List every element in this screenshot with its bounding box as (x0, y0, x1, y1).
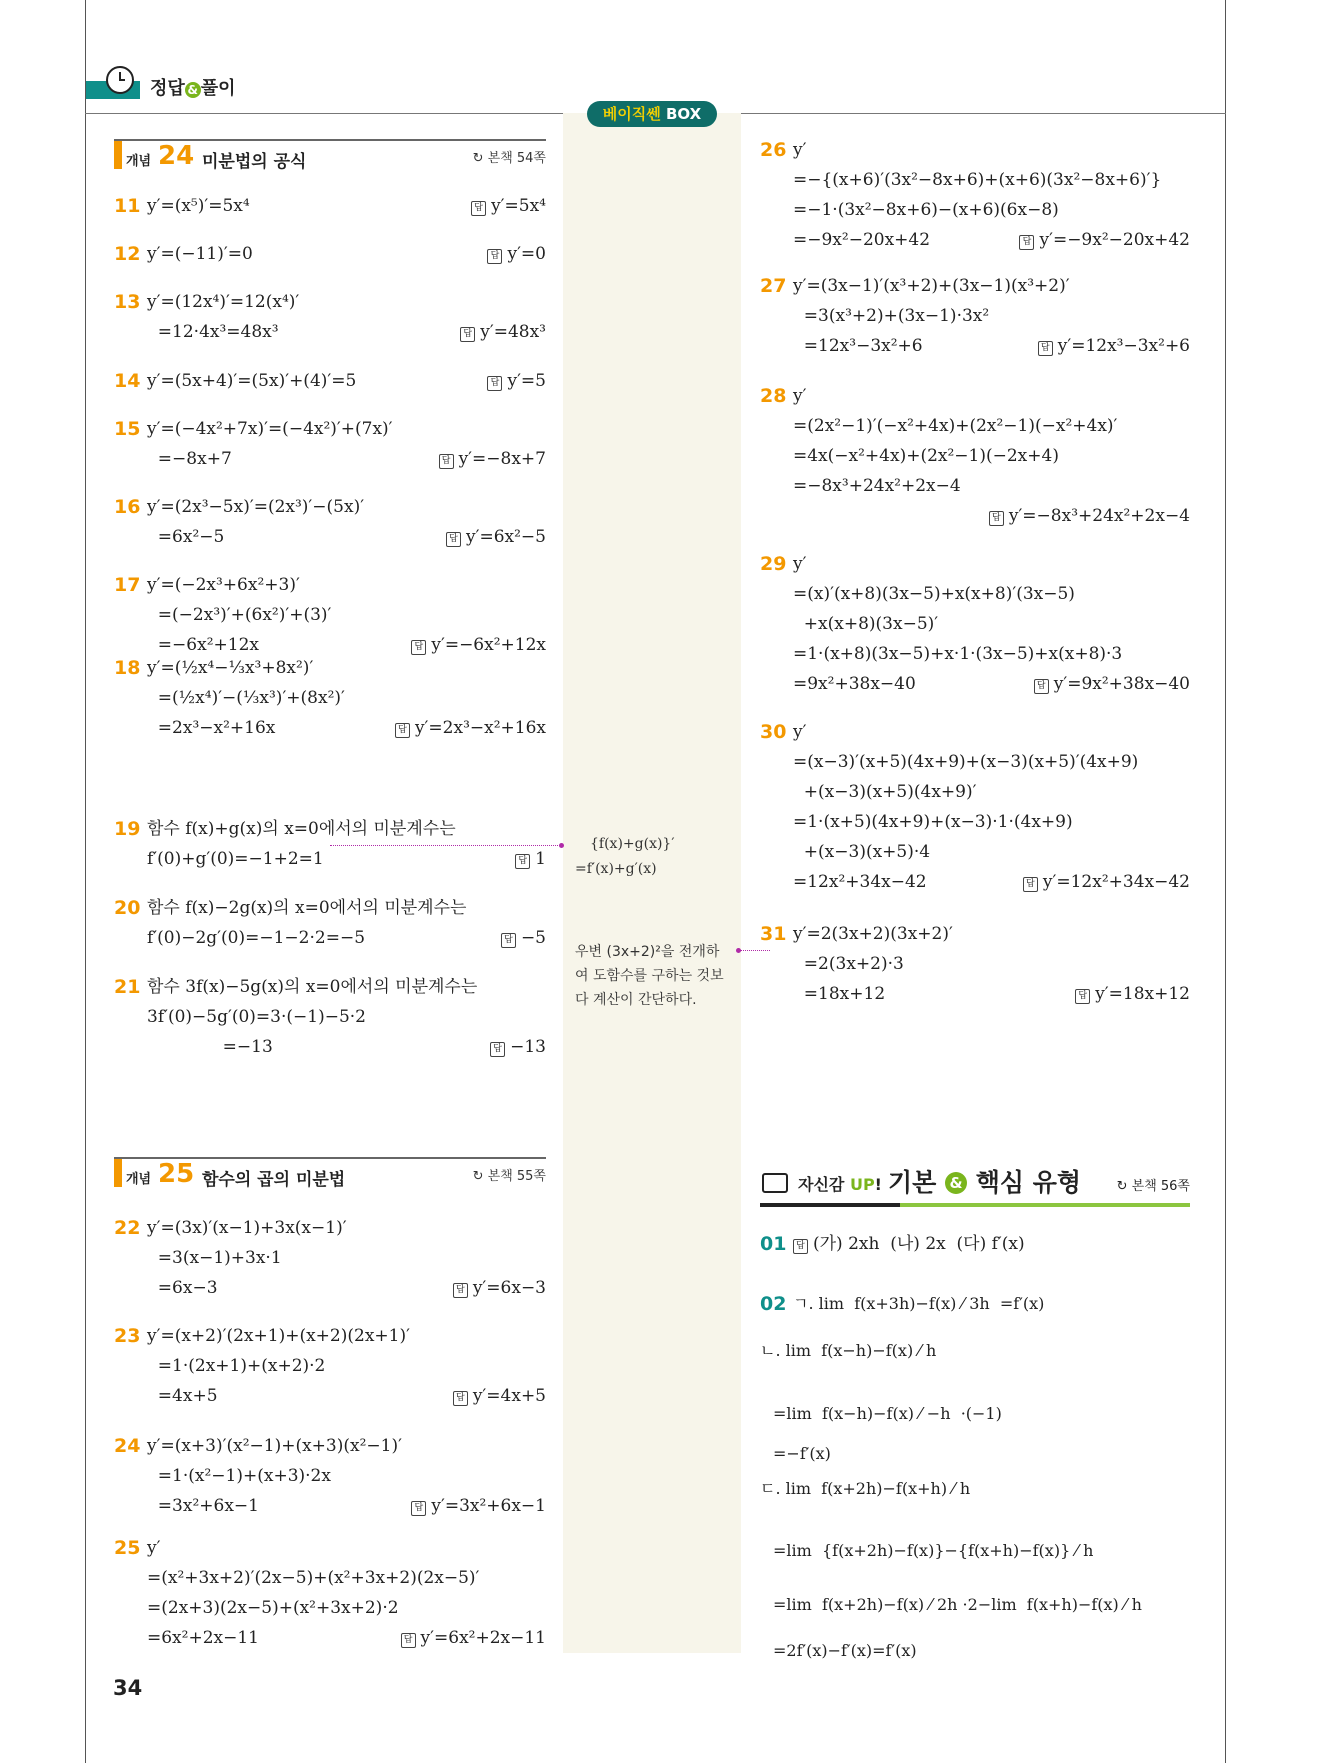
problem-11-number: 11 (114, 195, 141, 217)
problem-29-line: =(x)′(x+8)(3x−5)+x(x+8)′(3x−5) (793, 584, 1075, 604)
answer-text: y′=0 (507, 244, 546, 264)
core-problem-02-line: ㄷ. lim f(x+2h)−f(x+h) ⁄ h (760, 1479, 971, 1498)
problem-30-line: +(x−3)(x+5)·4 (793, 842, 931, 862)
problem-18-line: =(½x⁴)′−(⅓x³)′+(8x²)′ (147, 688, 345, 708)
problem-30-answer (1023, 871, 1190, 893)
answer-mark-icon: 답 (471, 201, 486, 216)
problem-17-answer (411, 634, 546, 656)
page-number: 34 (113, 1676, 143, 1700)
problem-29-line: y′ (793, 554, 807, 574)
basic-box-label: 베이직쎈 BOX (587, 101, 717, 127)
core-problem-02-line: =2f′(x)−f′(x)=f′(x) (773, 1641, 917, 1660)
page-left-edge (85, 0, 86, 1763)
problem-25-number: 25 (114, 1537, 141, 1559)
core-problem-01-answer: 답 (가) 2xh (나) 2x (다) f′(x) (793, 1233, 1025, 1255)
problem-27-number: 27 (760, 275, 787, 297)
problem-25-line: =6x²+2x−11 (147, 1628, 259, 1648)
answer-mark-icon: 답 (515, 854, 530, 869)
problem-12-number: 12 (114, 243, 141, 265)
answer-text: y′=9x²+38x−40 (1053, 674, 1190, 694)
answer-mark-icon: 답 (453, 1391, 468, 1406)
answer-mark-icon: 답 (487, 249, 502, 264)
problem-24-number: 24 (114, 1435, 141, 1457)
answer-mark-icon: 답 (1019, 235, 1034, 250)
problem-17-line: =−6x²+12x (147, 635, 259, 655)
section-num: 24 (158, 141, 195, 171)
problem-25-line: =(x²+3x+2)′(2x−5)+(x²+3x+2)(2x−5)′ (147, 1568, 480, 1588)
problem-21-line: 3f′(0)−5g′(0)=3·(−1)−5·2 (147, 1007, 366, 1027)
answer-text: y′=4x+5 (472, 1386, 546, 1406)
note-19-dot (559, 843, 564, 848)
problem-14-number: 14 (114, 370, 141, 392)
problem-12-answer (487, 243, 546, 265)
problem-13-answer (460, 321, 546, 343)
core-problem-01-number: 01 (760, 1233, 787, 1255)
problem-28-line: y′ (793, 386, 807, 406)
problem-27-answer (1038, 335, 1190, 357)
problem-30-line: +(x−3)(x+5)(4x+9)′ (793, 782, 977, 802)
answer-mark-icon: 답 (989, 511, 1004, 526)
problem-30-number: 30 (760, 721, 787, 743)
answer-text: y′=−6x²+12x (431, 635, 546, 655)
section-bar (114, 141, 122, 169)
answer-mark-icon: 답 (487, 376, 502, 391)
problem-14-line: y′=(5x+4)′=(5x)′+(4)′=5 (147, 371, 357, 391)
problem-22-answer (453, 1277, 546, 1299)
problem-22-line: y′=(3x)′(x−1)+3x(x−1)′ (147, 1218, 347, 1238)
problem-22-line: =3(x−1)+3x·1 (147, 1248, 282, 1268)
note-31-line-3: 다 계산이 간단하다. (575, 992, 697, 1008)
problem-30-line: =12x²+34x−42 (793, 872, 927, 892)
section-25-header (114, 1157, 546, 1193)
problem-11-answer (471, 195, 546, 217)
problem-28-answer (989, 505, 1190, 527)
problem-19-answer (515, 848, 546, 870)
answer-text: y′=2x³−x²+16x (414, 718, 546, 738)
answer-text: y′=12x³−3x²+6 (1057, 336, 1190, 356)
problem-30-line: =(x−3)′(x+5)(4x+9)+(x−3)(x+5)′(4x+9) (793, 752, 1139, 772)
problem-26-number: 26 (760, 139, 787, 161)
answer-mark-icon: 답 (490, 1042, 505, 1057)
section-title: 미분법의 공식 (202, 152, 307, 172)
problem-22-line: =6x−3 (147, 1278, 218, 1298)
page-right-edge (1225, 0, 1226, 1763)
section-kw: 개념 (126, 1172, 152, 1187)
note-19-line-2: =f′(x)+g′(x) (575, 861, 657, 877)
section-ref: ↻ 본책 55쪽 (472, 1169, 546, 1184)
problem-17-line: y′=(−2x³+6x²+3)′ (147, 575, 300, 595)
problem-19-line: 함수 f(x)+g(x)의 x=0에서의 미분계수는 (147, 819, 456, 839)
problem-17-line: =(−2x³)′+(6x²)′+(3)′ (147, 605, 332, 625)
core-rule (760, 1203, 1190, 1207)
problem-31-line: =18x+12 (793, 984, 886, 1004)
problem-31-line: =2(3x+2)·3 (793, 954, 904, 974)
problem-18-number: 18 (114, 657, 141, 679)
answer-mark-icon: 답 (446, 532, 461, 547)
answer-text: y′=6x−3 (472, 1278, 546, 1298)
problem-18-line: =2x³−x²+16x (147, 718, 276, 738)
problem-19-line: f′(0)+g′(0)=−1+2=1 (147, 849, 324, 869)
problem-16-line: =6x²−5 (147, 527, 225, 547)
section-kw: 개념 (126, 154, 152, 169)
answer-mark-icon: 답 (501, 933, 516, 948)
answer-text: −5 (520, 928, 546, 948)
problem-27-line: =3(x³+2)+(3x−1)·3x² (793, 306, 990, 326)
problem-29-number: 29 (760, 553, 787, 575)
page-header-title: 정답 & 풀이 (150, 78, 236, 99)
problem-30-line: =1·(x+5)(4x+9)+(x−3)·1·(4x+9) (793, 812, 1073, 832)
problem-28-number: 28 (760, 385, 787, 407)
problem-20-line: f′(0)−2g′(0)=−1−2·2=−5 (147, 928, 366, 948)
core-problem-02-number: 02 (760, 1293, 787, 1315)
answer-mark-icon: 답 (1034, 679, 1049, 694)
problem-18-answer (395, 717, 546, 739)
answer-text: y′=12x²+34x−42 (1042, 872, 1190, 892)
problem-31-line: y′=2(3x+2)(3x+2)′ (793, 924, 953, 944)
problem-24-line: =3x²+6x−1 (147, 1496, 259, 1516)
clock-icon (106, 66, 134, 94)
answer-text: y′=3x²+6x−1 (431, 1496, 546, 1516)
note-31-line-1: 우변 (3x+2)²을 전개하 (575, 944, 720, 960)
problem-23-line: =1·(2x+1)+(x+2)·2 (147, 1356, 326, 1376)
problem-29-answer (1034, 673, 1190, 695)
note-31-line-2: 여 도함수를 구하는 것보 (575, 968, 724, 984)
core-section-header (760, 1163, 1190, 1207)
answer-text: y′=−8x³+24x²+2x−4 (1008, 506, 1190, 526)
answer-mark-icon: 답 (411, 640, 426, 655)
note-19-leader (330, 845, 560, 846)
section-ref: ↻ 본책 54쪽 (472, 151, 546, 166)
problem-12-line: y′=(−11)′=0 (147, 244, 253, 264)
problem-28-line: =−8x³+24x²+2x−4 (793, 476, 961, 496)
answer-text: 1 (535, 849, 546, 869)
problem-29-line: =9x²+38x−40 (793, 674, 916, 694)
answer-text: y′=48x³ (480, 322, 546, 342)
answer-mark-icon: 답 (1023, 877, 1038, 892)
problem-29-line: =1·(x+8)(3x−5)+x·1·(3x−5)+x(x+8)·3 (793, 644, 1123, 664)
problem-15-line: y′=(−4x²+7x)′=(−4x²)′+(7x)′ (147, 419, 393, 439)
problem-13-line: =12·4x³=48x³ (147, 322, 279, 342)
problem-23-answer (453, 1385, 546, 1407)
answer-text: y′=−8x+7 (458, 449, 546, 469)
section-title: 함수의 곱의 미분법 (202, 1170, 346, 1190)
problem-16-line: y′=(2x³−5x)′=(2x³)′−(5x)′ (147, 497, 365, 517)
problem-23-line: =4x+5 (147, 1386, 218, 1406)
core-problem-02-line: =lim {f(x+2h)−f(x)}−{f(x+h)−f(x)} ⁄ h (773, 1541, 1094, 1560)
problem-24-answer (411, 1495, 546, 1517)
megaphone-icon (762, 1173, 788, 1193)
problem-31-answer (1075, 983, 1190, 1005)
problem-20-line: 함수 f(x)−2g(x)의 x=0에서의 미분계수는 (147, 898, 467, 918)
answer-text: y′=−9x²−20x+42 (1039, 230, 1190, 250)
problem-29-line: +x(x+8)(3x−5)′ (793, 614, 939, 634)
problem-27-line: =12x³−3x²+6 (793, 336, 923, 356)
problem-25-line: =(2x+3)(2x−5)+(x²+3x+2)·2 (147, 1598, 399, 1618)
problem-30-line: y′ (793, 722, 807, 742)
answer-text: y′=18x+12 (1095, 984, 1190, 1004)
core-problem-02-line: ㄱ. lim f(x+3h)−f(x) ⁄ 3h =f′(x) (793, 1294, 1045, 1313)
problem-15-line: =−8x+7 (147, 449, 232, 469)
answer-mark-icon: 답 (401, 1633, 416, 1648)
problem-23-number: 23 (114, 1325, 141, 1347)
core-problem-02-line: =lim f(x+2h)−f(x) ⁄ 2h ·2−lim f(x+h)−f(x) ⁄ h (773, 1595, 1142, 1614)
section-24-header (114, 139, 546, 175)
problem-17-number: 17 (114, 574, 141, 596)
problem-25-answer (401, 1627, 546, 1649)
answer-mark-icon: 답 (395, 723, 410, 738)
answer-text: y′=5 (507, 371, 546, 391)
note-31-leader (740, 950, 770, 951)
problem-27-line: y′=(3x−1)′(x³+2)+(3x−1)(x³+2)′ (793, 276, 1070, 296)
problem-11-line: y′=(x⁵)′=5x⁴ (147, 196, 250, 216)
answer-text: y′=6x²+2x−11 (420, 1628, 546, 1648)
problem-19-number: 19 (114, 818, 141, 840)
problem-15-answer (439, 448, 546, 470)
basic-box-column (563, 113, 741, 1653)
core-subtitle: 자신감 UP! (798, 1175, 882, 1194)
answer-mark-icon: 답 (1038, 341, 1053, 356)
problem-13-number: 13 (114, 291, 141, 313)
problem-20-number: 20 (114, 897, 141, 919)
answer-text: y′=6x²−5 (466, 527, 546, 547)
problem-24-line: =1·(x²−1)+(x+3)·2x (147, 1466, 331, 1486)
problem-26-line: =−1·(3x²−8x+6)−(x+6)(6x−8) (793, 200, 1059, 220)
problem-23-line: y′=(x+2)′(2x+1)+(x+2)(2x+1)′ (147, 1326, 410, 1346)
problem-16-answer (446, 526, 546, 548)
core-problem-02-line: =−f′(x) (773, 1444, 831, 1463)
problem-18-line: y′=(½x⁴−⅓x³+8x²)′ (147, 658, 314, 678)
problem-21-line: 함수 3f(x)−5g(x)의 x=0에서의 미분계수는 (147, 977, 478, 997)
problem-28-line: =4x(−x²+4x)+(2x²−1)(−2x+4) (793, 446, 1059, 466)
answer-mark-icon: 답 (460, 327, 475, 342)
core-title: 기본 & 핵심 유형 (888, 1168, 1082, 1197)
answer-mark-icon: 답 (411, 1501, 426, 1516)
problem-13-line: y′=(12x⁴)′=12(x⁴)′ (147, 292, 300, 312)
core-problem-02-line: ㄴ. lim f(x−h)−f(x) ⁄ h (760, 1341, 937, 1360)
problem-21-answer (490, 1036, 546, 1058)
problem-14-answer (487, 370, 546, 392)
problem-22-number: 22 (114, 1217, 141, 1239)
problem-28-line: =(2x²−1)′(−x²+4x)+(2x²−1)(−x²+4x)′ (793, 416, 1118, 436)
answer-text: −13 (510, 1037, 546, 1057)
problem-21-line: =−13 (147, 1037, 273, 1057)
core-ref: ↻ 본책 56쪽 (1116, 1179, 1190, 1194)
answer-text: y′=5x⁴ (491, 196, 546, 216)
problem-24-line: y′=(x+3)′(x²−1)+(x+3)(x²−1)′ (147, 1436, 402, 1456)
problem-26-line: y′ (793, 140, 807, 160)
section-bar (114, 1159, 122, 1187)
problem-26-line: =−{(x+6)′(3x²−8x+6)+(x+6)(3x²−8x+6)′} (793, 170, 1162, 190)
problem-21-number: 21 (114, 976, 141, 998)
core-problem-02-line: =lim f(x−h)−f(x) ⁄ −h ·(−1) (773, 1404, 1002, 1423)
answer-mark-icon: 답 (439, 454, 454, 469)
note-19-line-1: {f(x)+g(x)}′ (590, 836, 675, 852)
problem-15-number: 15 (114, 418, 141, 440)
problem-26-line: =−9x²−20x+42 (793, 230, 931, 250)
problem-25-line: y′ (147, 1538, 161, 1558)
problem-26-answer (1019, 229, 1190, 251)
answer-mark-icon: 답 (1075, 989, 1090, 1004)
section-num: 25 (158, 1159, 195, 1189)
problem-16-number: 16 (114, 496, 141, 518)
problem-20-answer (501, 927, 546, 949)
problem-31-number: 31 (760, 923, 787, 945)
answer-mark-icon: 답 (453, 1283, 468, 1298)
